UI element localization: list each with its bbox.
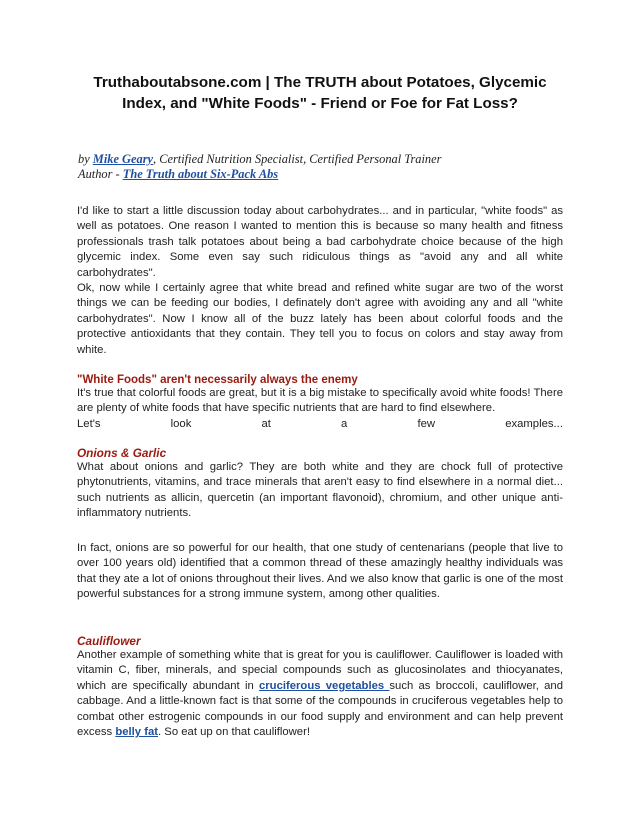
author-link[interactable]: Mike Geary: [92, 152, 154, 166]
onions-text: What about onions and garlic? They are both white and they are chock full of protective phytonutrients, vitamins, and trace minerals that aren't easy to find elsewhere in a normal diet... such nutrients as allicin, quercetin (an important flavonoid), chromium, and other unique anti-inflammatory nutrients.: [77, 461, 563, 520]
page-title: Truthaboutabsone.com | The TRUTH about Potatoes, Glycemic Index, and "White Foods" - Friend or Foe for Fat Loss?: [93, 74, 547, 112]
white-foods-last-line: [77, 417, 563, 432]
belly-fat-link[interactable]: belly fat: [115, 726, 159, 739]
cauliflower-text-a: Another example of something white that is great for you is cauliflower. Cauliflower is loaded with vitamin C, fiber, minerals, and special compounds such as glucosinolates and thiocyanates, which are specifically abundant in: [77, 649, 563, 692]
white-foods-section: [77, 374, 563, 432]
cauliflower-text: [77, 648, 563, 740]
cauliflower-text-c: . So eat up on that cauliflower!: [158, 726, 310, 739]
word: a: [341, 417, 348, 430]
word: at: [261, 417, 271, 430]
white-foods-heading: "White Foods" aren't necessarily always the enemy: [77, 374, 358, 386]
byline: [78, 152, 578, 182]
book-link[interactable]: The Truth about Six-Pack Abs: [122, 167, 279, 181]
by-label: by: [78, 152, 93, 166]
word: look: [170, 417, 192, 430]
author-label: Author -: [78, 167, 123, 181]
author-line: [78, 152, 578, 167]
onions-section: [77, 446, 563, 522]
author-credentials: , Certified Nutrition Specialist, Certified Personal Trainer: [153, 152, 442, 166]
intro-paragraph-2: Ok, now while I certainly agree that white bread and refined white sugar are two of the worst things we can be feeding our bodies, I definately don't agree with avoiding any and all "white carbohydrates". Now I know all of the buzz lately has been about colorful foods and the protective antioxidants that they contain. They tell you to focus on colors and stay away from white.: [77, 282, 563, 356]
onions-heading: Onions & Garlic: [77, 446, 167, 460]
intro-paragraph-1: I'd like to start a little discussion today about carbohydrates... and in particular, "white foods" as well as potatoes. One reason I wanted to mention this is because so many health and fitness professionals trash talk potatoes about being a bad carbohydrate choice because of the high glycemic index. Some even say such ridiculous things as "avoid any and all white carbohydrates".: [77, 205, 563, 279]
book-line: [78, 167, 578, 182]
word: Let's: [77, 417, 101, 430]
word: few: [417, 417, 436, 430]
cauliflower-section: [77, 634, 563, 740]
cruciferous-vegetables-link[interactable]: cruciferous vegetables: [258, 679, 390, 692]
cauliflower-heading: Cauliflower: [77, 634, 141, 648]
onions-paragraph-2: In fact, onions are so powerful for our health, that one study of centenarians (people that live to over 100 years old) identified that a common thread of these amazingly healthy individuals was that they ate a lot of onions throughout their lives. And we also know that garlic is one of the most powerful substances for a strong immune system, among other qualities.: [77, 542, 563, 601]
word: examples...: [505, 417, 563, 430]
white-foods-text: It's true that colorful foods are great, but it is a big mistake to specifically avoid white foods! There are plenty of white foods that have specific nutrients that are hard to find elsewhere.: [77, 387, 563, 415]
cauliflower-text-b: such as broccoli, cauliflower, and cabbage. And a little-known fact is that some of the compounds in cruciferous vegetables help to combat other estrogenic compounds in our food supply and environment and can help prevent excess: [77, 679, 563, 739]
